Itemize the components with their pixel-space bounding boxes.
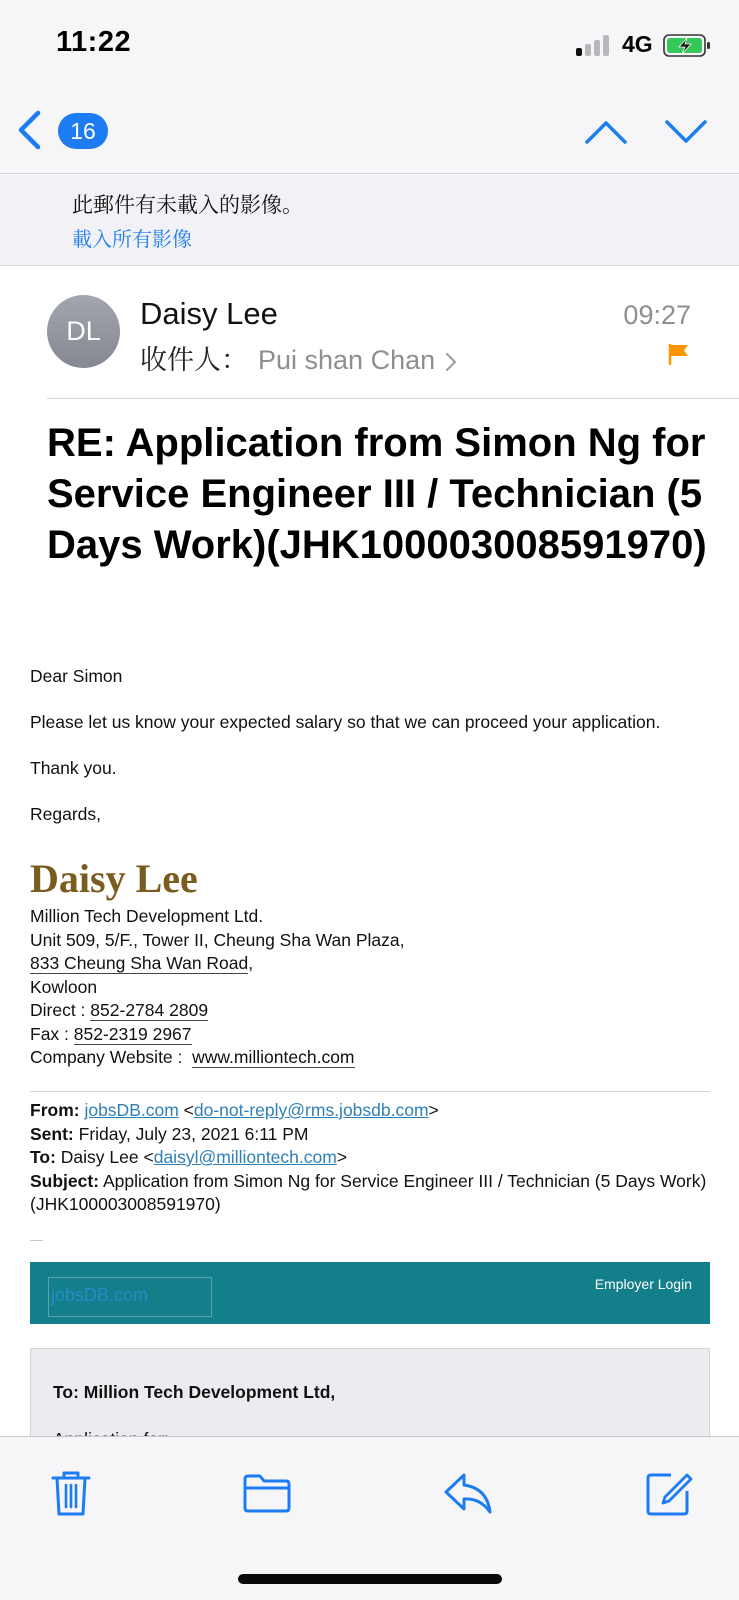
forwarded-header <box>30 1099 710 1217</box>
signature-fax-line <box>30 1023 405 1047</box>
signature-direct-line <box>30 999 405 1023</box>
greeting: Dear Simon <box>30 666 123 686</box>
jobsdb-logo-alt-text: jobsDB.com <box>51 1285 149 1305</box>
fwd-sent-label: Sent: <box>30 1123 74 1144</box>
thanks: Thank you. <box>30 758 117 778</box>
fwd-subject-value: Application from Simon Ng for Service Engineer III / Technician (5 Days Work)(JHK100003008591970) <box>30 1170 707 1214</box>
fwd-to-email-link[interactable]: daisyl@milliontech.com <box>153 1147 337 1167</box>
signature-address2-line <box>30 952 405 976</box>
jobsdb-logo-placeholder[interactable] <box>48 1277 212 1317</box>
recipient-label: 收件人： <box>140 345 248 376</box>
fwd-from-line: From: jobsDB.com <do-not-reply@rms.jobsdb.com> <box>30 1100 439 1120</box>
signal-strength-icon <box>576 34 614 56</box>
signature-website-line <box>30 1046 405 1070</box>
chevron-right-icon <box>445 352 457 372</box>
fwd-subject-label: Subject: <box>30 1170 100 1191</box>
signature-company: Million Tech Development Ltd. <box>30 906 264 926</box>
application-to-line: To: Million Tech Development Ltd, <box>53 1382 336 1402</box>
employer-login-link[interactable]: Employer Login <box>594 1276 692 1292</box>
flag-icon[interactable] <box>668 343 690 365</box>
fwd-from-name-link[interactable]: jobsDB.com <box>84 1100 179 1120</box>
signature-district: Kowloon <box>30 976 98 997</box>
website-link[interactable]: www.milliontech.com <box>192 1047 355 1067</box>
mail-subject: RE: Application from Simon Ng for Service Engineer III / Technician (5 Days Work)(JHK100003008591970) <box>47 421 707 567</box>
battery-charging-icon <box>663 34 711 57</box>
sender-name[interactable]: Daisy Lee <box>140 296 278 331</box>
fwd-sent-value: Friday, July 23, 2021 6:11 PM <box>78 1123 309 1144</box>
mail-time: 09:27 <box>623 300 691 330</box>
signature-address2[interactable]: 833 Cheung Sha Wan Road <box>30 953 249 973</box>
network-type: 4G <box>622 31 653 57</box>
website-label: Company Website : <box>30 1047 193 1067</box>
jobsdb-banner <box>30 1262 710 1324</box>
fax-label: Fax : <box>30 1023 74 1044</box>
back-chevron-icon[interactable] <box>16 110 42 150</box>
fwd-from-label: From: <box>30 1100 80 1120</box>
folder-icon[interactable] <box>241 1467 293 1519</box>
signature-address1: Unit 509, 5/F., Tower II, Cheung Sha Wan Plaza, <box>30 929 405 950</box>
mail-body <box>30 665 710 826</box>
fwd-to-line: To: Daisy Lee <daisyl@milliontech.com> <box>30 1147 348 1167</box>
fax-phone-link[interactable]: 852-2319 2967 <box>73 1023 192 1044</box>
fwd-from-email-link[interactable]: do-not-reply@rms.jobsdb.com <box>193 1100 429 1120</box>
home-indicator[interactable] <box>238 1574 502 1584</box>
body-message: Please let us know your expected salary so that we can proceed your application. <box>30 712 661 732</box>
sender-avatar[interactable]: DL <box>47 295 120 368</box>
images-not-loaded-message: 此郵件有未載入的影像。 <box>72 193 303 217</box>
fwd-to-label: To: <box>30 1147 56 1167</box>
trash-icon[interactable] <box>45 1467 97 1519</box>
recipient-line[interactable] <box>140 338 457 377</box>
fwd-subject-line <box>30 1170 710 1217</box>
direct-phone-link[interactable]: 852-2784 2809 <box>90 1000 209 1020</box>
signature-block <box>30 905 405 1070</box>
fwd-to-name: Daisy Lee <box>60 1147 139 1167</box>
load-all-images-link[interactable]: 載入所有影像 <box>72 227 192 251</box>
recipient-name[interactable]: Pui shan Chan <box>258 345 436 375</box>
mail-nav-bar <box>0 96 739 174</box>
next-message-chevron-down-icon[interactable] <box>664 118 708 146</box>
status-bar <box>0 0 739 96</box>
images-not-loaded-banner <box>0 175 739 266</box>
direct-label: Direct : <box>30 1000 91 1020</box>
address2-suffix: , <box>248 953 254 973</box>
reply-icon[interactable] <box>442 1467 494 1519</box>
signature-divider <box>30 1091 710 1092</box>
message-count-badge[interactable]: 16 <box>58 113 108 149</box>
compose-icon[interactable] <box>643 1467 695 1519</box>
fwd-sent-line <box>30 1123 710 1147</box>
signature-name: Daisy Lee <box>30 856 198 901</box>
regards: Regards, <box>30 804 102 824</box>
status-time: 11:22 <box>56 26 132 58</box>
small-divider <box>30 1240 43 1241</box>
header-divider <box>47 398 739 399</box>
previous-message-chevron-up-icon[interactable] <box>584 118 628 146</box>
